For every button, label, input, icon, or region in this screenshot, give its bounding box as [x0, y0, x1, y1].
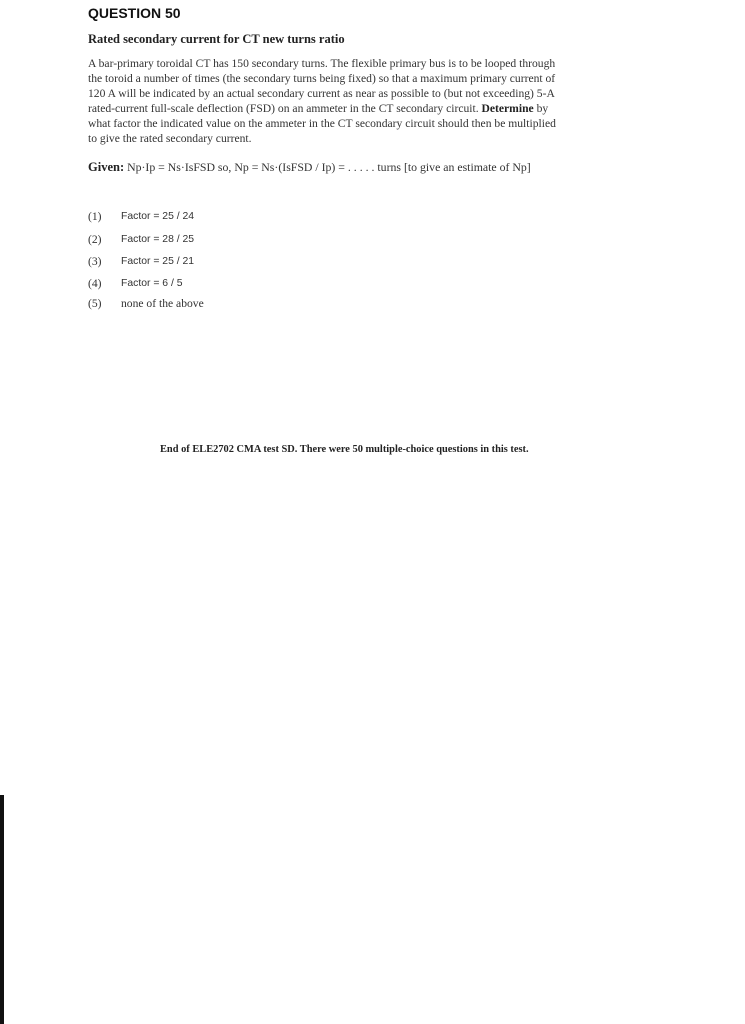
option-text: Factor = 28 / 25	[121, 234, 195, 245]
option-number: (1)	[88, 210, 102, 223]
body-text: A bar-primary toroidal CT has 150 secondary turns. The flexible primary bus is to be looped through the toroid a number of times (the secondary turns being fixed) so that a maximum primary current of 120 A will be indicated by an actual secondary current as near as possible to (but not exceeding) 5-A rated-current full-scale deflection (FSD) on an ammeter in the CT secondary circuit.	[88, 57, 556, 115]
determine-label: Determine	[481, 101, 534, 115]
scan-edge	[0, 795, 4, 1024]
option-number: (4)	[88, 277, 102, 290]
option-text: Factor = 25 / 21	[121, 256, 195, 267]
question-number: QUESTION 50	[88, 5, 181, 21]
question-title: Rated secondary current for CT new turns ratio	[88, 32, 345, 46]
option-number: (5)	[88, 297, 102, 310]
given-row	[88, 160, 608, 175]
given-formula: Np·Ip = Ns·IsFSD so, Np = Ns·(IsFSD / Ip) = . . . . . turns [to give an estimate of Np]	[127, 160, 531, 174]
end-of-test-note: End of ELE2702 CMA test SD. There were 50 multiple-choice questions in this test.	[160, 444, 529, 455]
option-text: Factor = 6 / 5	[121, 278, 183, 289]
option-text: none of the above	[121, 297, 204, 310]
determine-text: by what factor the indicated value on the ammeter in the CT secondary circuit should then be multiplied to give the rated secondary current.	[88, 101, 556, 145]
option-text: Factor = 25 / 24	[121, 211, 195, 222]
given-label: Given:	[88, 160, 125, 174]
question-body	[88, 57, 558, 146]
option-number: (3)	[88, 255, 102, 268]
option-number: (2)	[88, 233, 102, 246]
